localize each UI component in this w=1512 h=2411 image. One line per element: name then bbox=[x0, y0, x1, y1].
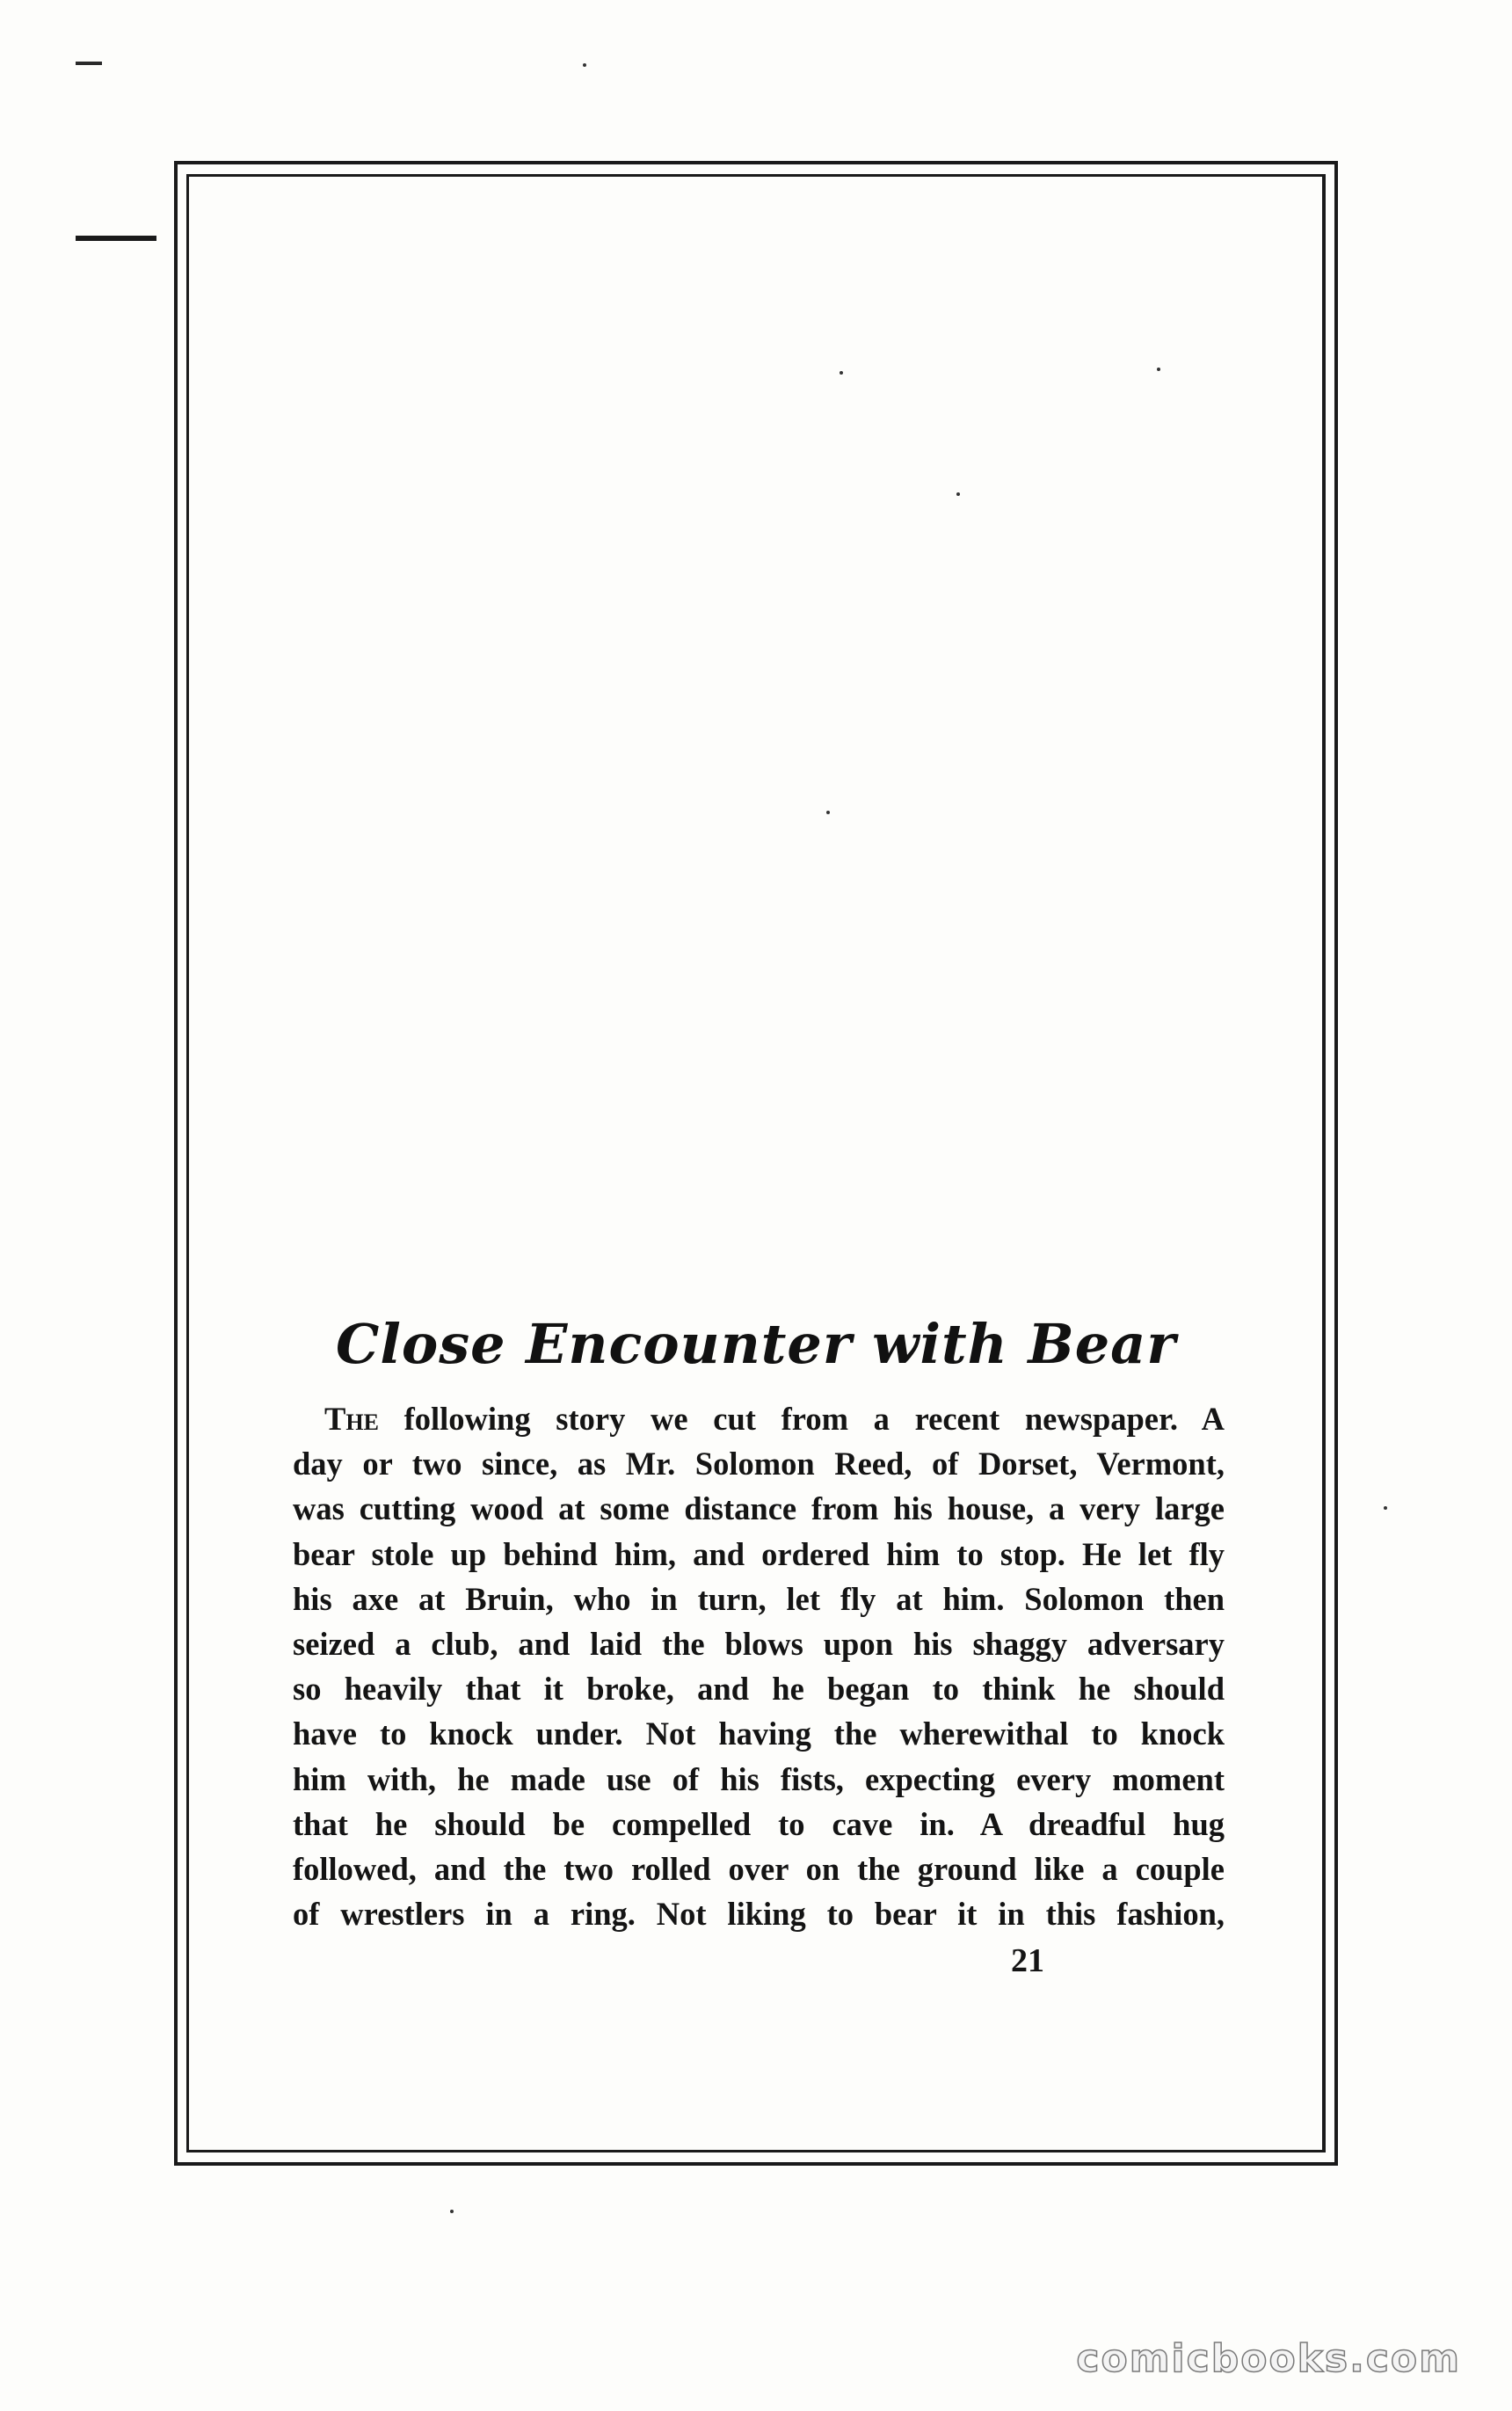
paragraph-line: seized a club, and laid the blows upon his shaggy adversary bbox=[293, 1626, 1225, 1663]
print-speck bbox=[583, 63, 586, 67]
paragraph-line: so heavily that it broke, and he began to think he should bbox=[293, 1671, 1225, 1708]
paragraph-line: day or two since, as Mr. Solomon Reed, of Dorset, Vermont, bbox=[293, 1446, 1225, 1482]
lead-word: The bbox=[324, 1401, 379, 1437]
paragraph-line bbox=[293, 1396, 1225, 1441]
paragraph-line: followed, and the two rolled over on the ground like a couple bbox=[293, 1851, 1225, 1888]
paragraph-line: him with, he made use of his fists, expecting every moment bbox=[293, 1760, 1225, 1797]
watermark-logo: comicbooks.com bbox=[1076, 2336, 1461, 2381]
paragraph-line: of wrestlers in a ring. Not liking to bear it in this fashion, bbox=[293, 1896, 1225, 1933]
print-speck bbox=[826, 811, 830, 814]
margin-mark bbox=[76, 62, 102, 65]
print-speck bbox=[956, 492, 960, 496]
paragraph-line: his axe at Bruin, who in turn, let fly at him. Solomon then bbox=[293, 1580, 1225, 1617]
paragraph-line: that he should be compelled to cave in. A dreadful hug bbox=[293, 1805, 1225, 1842]
print-speck bbox=[840, 371, 843, 375]
paragraph-line: bear stole up behind him, and ordered him to stop. He let fly bbox=[293, 1535, 1225, 1572]
page-number: 21 bbox=[1011, 1942, 1044, 1979]
story-paragraph bbox=[293, 1396, 1225, 1936]
print-speck bbox=[450, 2210, 454, 2213]
paragraph-line: have to knock under. Not having the wherewithal to knock bbox=[293, 1715, 1225, 1752]
print-speck bbox=[1384, 1506, 1387, 1510]
print-speck bbox=[1157, 368, 1160, 371]
paragraph-line: was cutting wood at some distance from his house, a very large bbox=[293, 1490, 1225, 1527]
page-title: Close Encounter with Bear bbox=[335, 1311, 1177, 1376]
paragraph-line-text: following story we cut from a recent newspaper. A bbox=[378, 1401, 1225, 1437]
margin-rule bbox=[76, 236, 156, 241]
